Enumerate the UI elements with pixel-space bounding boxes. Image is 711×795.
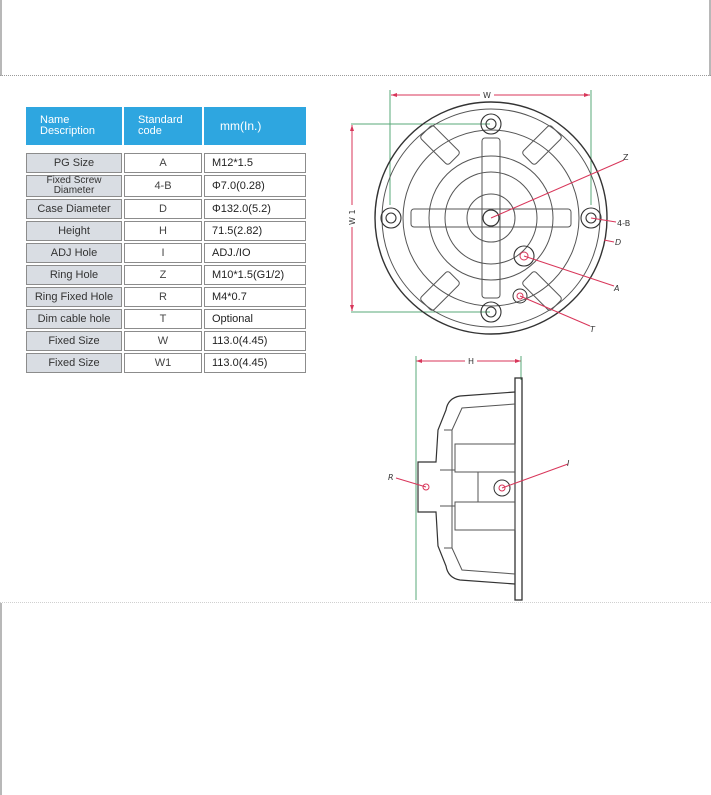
spec-value-cell: 113.0(4.45) (204, 353, 306, 373)
dim-label-w1: W 1 (348, 209, 357, 225)
spec-name-cell: Ring Hole (26, 265, 122, 285)
spec-value-cell: M4*0.7 (204, 287, 306, 307)
top-view (347, 90, 630, 334)
spec-value-cell: 71.5(2.82) (204, 221, 306, 241)
spec-value-cell: M12*1.5 (204, 153, 306, 173)
header-standard: Standard (138, 114, 183, 126)
spec-name-cell: ADJ Hole (26, 243, 122, 263)
dim-label-4b: 4-B (617, 219, 631, 228)
spec-value-cell: Φ132.0(5.2) (204, 199, 306, 219)
spec-value-cell: M10*1.5(G1/2) (204, 265, 306, 285)
dim-label-a: A (614, 284, 620, 293)
spec-name-cell: Case Diameter (26, 199, 122, 219)
spec-name-cell: Dim cable hole (26, 309, 122, 329)
spec-name-cell: Fixed Screw Diameter (26, 175, 122, 197)
dim-label-h: H (468, 357, 475, 366)
spec-value-cell: Φ7.0(0.28) (204, 175, 306, 197)
spec-code-cell: D (124, 199, 202, 219)
spec-code-cell: A (124, 153, 202, 173)
spec-name-cell: Ring Fixed Hole (26, 287, 122, 307)
spec-value-cell: Optional (204, 309, 306, 329)
dim-label-z: Z (623, 153, 629, 162)
dim-label-d: D (615, 238, 622, 247)
spec-code-cell: 4-B (124, 175, 202, 197)
spec-name-cell: Fixed Size (26, 331, 122, 351)
spec-value-cell: 113.0(4.45) (204, 331, 306, 351)
spec-code-cell: W1 (124, 353, 202, 373)
header-mm: mm(In.) (204, 107, 306, 145)
header-code: code (138, 125, 162, 137)
dim-label-r: R (388, 473, 394, 482)
header-name: Name (40, 114, 70, 126)
spec-code-cell: T (124, 309, 202, 329)
spec-code-cell: W (124, 331, 202, 351)
spec-name-cell: PG Size (26, 153, 122, 173)
spec-code-cell: H (124, 221, 202, 241)
dim-label-t: T (590, 325, 595, 334)
dim-label-w: W (483, 91, 491, 100)
spec-code-cell: R (124, 287, 202, 307)
spec-value-cell: ADJ./IO (204, 243, 306, 263)
spec-code-cell: I (124, 243, 202, 263)
spec-name-cell: Fixed Size (26, 353, 122, 373)
header-description: Description (40, 125, 96, 137)
dim-label-i: I (567, 459, 570, 468)
side-view (388, 356, 570, 600)
spec-code-cell: Z (124, 265, 202, 285)
spec-name-cell: Height (26, 221, 122, 241)
